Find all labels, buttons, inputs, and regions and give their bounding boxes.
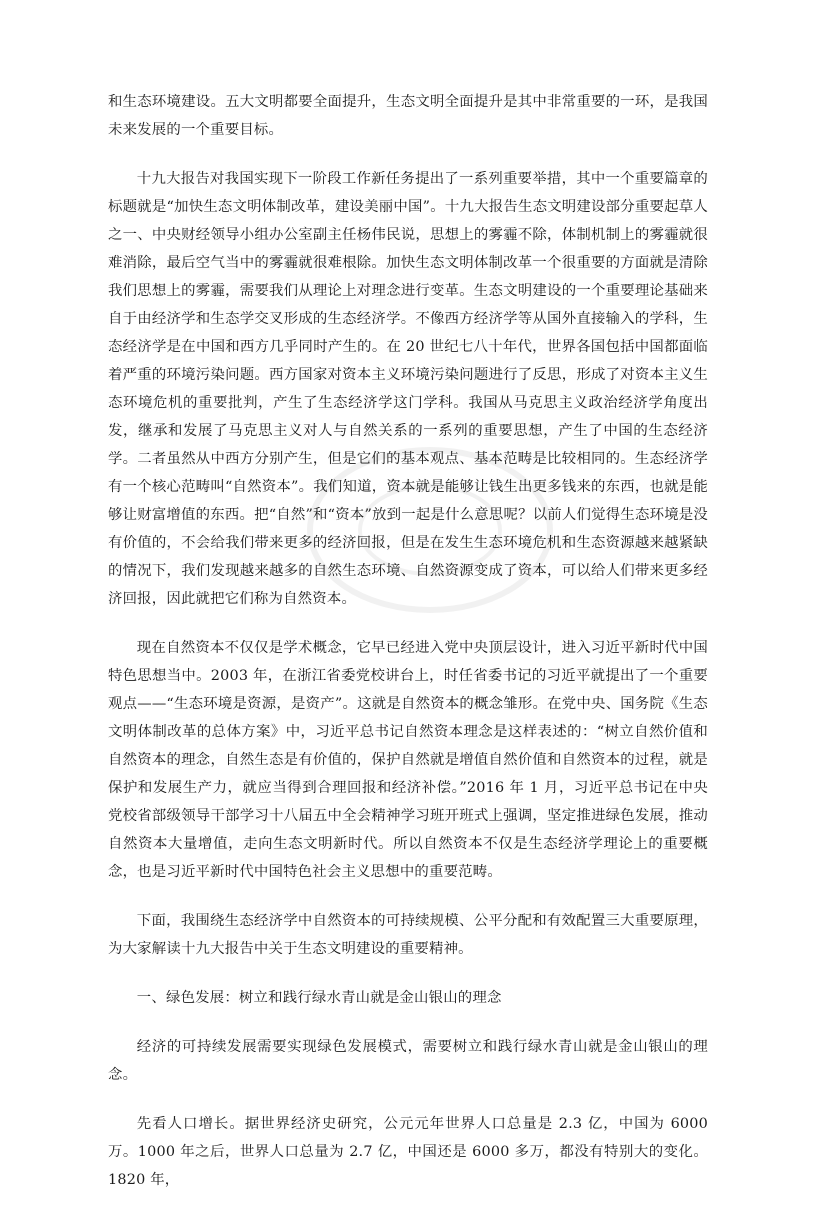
section-heading-green-development: 一、绿色发展：树立和践行绿水青山就是金山银山的理念: [136, 990, 502, 1006]
paragraph-intro-continuation: 和生态环境建设。五大文明都要全面提升，生态文明全面提升是其中非常重要的一环，是我国未来发展的一个重要目标。: [108, 94, 708, 138]
paragraph-sustainable-development: 经济的可持续发展需要实现绿色发展模式，需要树立和践行绿水青山就是金山银山的理念。: [108, 1039, 708, 1083]
paragraph-three-principles: 下面，我围绕生态经济学中自然资本的可持续规模、公平分配和有效配置三大重要原理，为大家解读十九大报告中关于生态文明建设的重要精神。: [108, 913, 708, 957]
paragraph-nineteenth-congress-report: 十九大报告对我国实现下一阶段工作新任务提出了一系列重要举措，其中一个重要篇章的标题就是“加快生态文明体制改革，建设美丽中国”。十九大报告生态文明建设部分重要起草人之一、中央财经领导小组办公室副主任杨伟民说，思想上的雾霾不除，体制机制上的雾霾就很难消除，最后空气当中的雾霾就很难根除。加快生态文明体制改革一个很重要的方面就是清除我们思想上的雾霾，需要我们从理论上对理念进行变革。生态文明建设的一个重要理论基础来自于由经济学和生态学交叉形成的生态经济学。不像西方经济学等从国外直接输入的学科，生态经济学是在中国和西方几乎同时产生的。在 20 世纪七八十年代，世界各国包括中国都面临着严重的环境污染问题。西方国家对资本主义环境污染问题进行了反思，形成了对资本主义生态环境危机的重要批判，产生了生态经济学这门学科。我国从马克思主义政治经济学角度出发，继承和发展了马克思主义对人与自然关系的一系列的重要思想，产生了中国的生态经济学。二者虽然从中西方分别产生，但是它们的基本观点、基本范畴是比较相同的。生态经济学有一个核心范畴叫“自然资本”。我们知道，资本就是能够让钱生出更多钱来的东西，也就是能够让财富增值的东西。把“自然”和“资本”放到一起是什么意思呢？以前人们觉得生态环境是没有价值的，不会给我们带来更多的经济回报，但是在发生生态环境危机和生态资源越来越紧缺的情况下，我们发现越来越多的自然生态环境、自然资源变成了资本，可以给人们带来更多经济回报，因此就把它们称为自然资本。: [108, 171, 708, 607]
paragraph-natural-capital-concept: 现在自然资本不仅仅是学术概念，它早已经进入党中央顶层设计，进入习近平新时代中国特色思想当中。2003 年，在浙江省委党校讲台上，时任省委书记的习近平就提出了一个重要观点——“生态环境是资源，是资产”。这就是自然资本的概念雏形。在党中央、国务院《生态文明体制改革的总体方案》中，习近平总书记自然资本理念是这样表述的：“树立自然价值和自然资本的理念，自然生态是有价值的，保护自然就是增值自然价值和自然资本的过程，就是保护和发展生产力，就应当得到合理回报和经济补偿。”2016 年 1 月，习近平总书记在中央党校省部级领导干部学习十八届五中全会精神学习班开班式上强调，坚定推进绿色发展，推动自然资本大量增值，走向生态文明新时代。所以自然资本不仅是生态经济学理论上的重要概念，也是习近平新时代中国特色社会主义思想中的重要范畴。: [108, 640, 708, 880]
paragraph-population-growth: 先看人口增长。据世界经济史研究，公元元年世界人口总量是 2.3 亿，中国为 6000 万。1000 年之后，世界人口总量为 2.7 亿，中国还是 6000 多万，都没有特别大的变化。1820 年，: [108, 1116, 708, 1188]
document-body: [108, 88, 708, 1215]
